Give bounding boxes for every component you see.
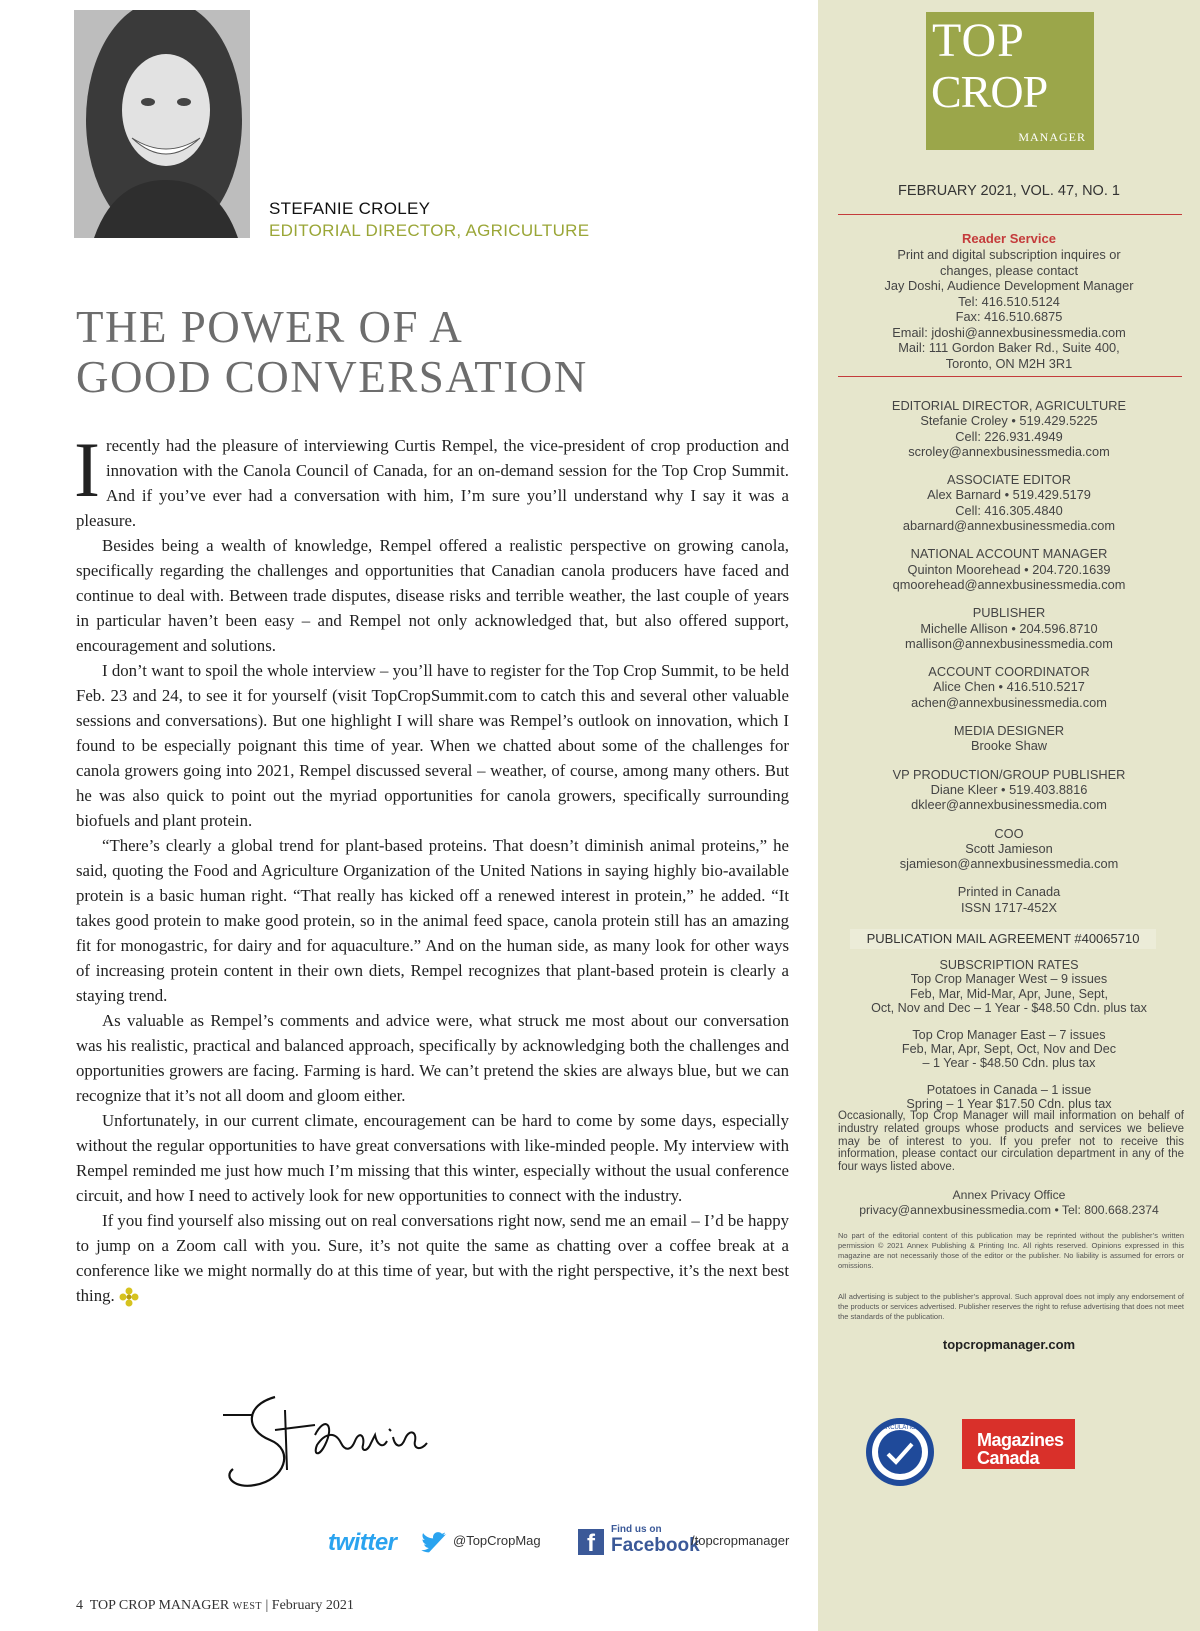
article-paragraph-4: “There’s clearly a global trend for plant-based proteins. That doesn’t diminish animal proteins,” he said, quoting the Food and Agriculture Organization of the United Nations in saying highly bio-available protein is a basic human right. “That really has kicked off a renewed interest in protein,” he added. “It takes good protein to make good protein, so in the animal feed space, canola protein still has an amazing fit for monogastric, for dairy and for aquaculture.” And on the human side, as many look for other ways of increasing protein content in their own diets, Rempel recognizes that plant-based protein is clearly a staying trend. xyxy=(76,836,789,1005)
top-crop-manager-logo xyxy=(926,12,1094,150)
contact-line: VP PRODUCTION/GROUP PUBLISHER xyxy=(892,766,1126,782)
twitter-handle[interactable]: @TopCropMag xyxy=(453,1533,541,1548)
reader-line: Print and digital subscription inquires or xyxy=(897,247,1121,262)
paragraph-1-text: recently had the pleasure of interviewing Curtis Rempel, the vice-president of crop production and innovation with the Canola Council of Canada, for an on-demand session for the Top Crop Summit. And if you’ve ever had a conversation with him, I’m sure you’ll understand why I say it was a pleasure. xyxy=(76,436,789,530)
author-title: EDITORIAL DIRECTOR, AGRICULTURE xyxy=(269,221,590,240)
contact-line: abarnard@annexbusinessmedia.com xyxy=(902,518,1116,534)
facebook-find-us-label: Find us on xyxy=(611,1524,662,1535)
page-footer xyxy=(76,1598,354,1614)
footer-magazine-name: TOP CROP MANAGER xyxy=(89,1598,230,1613)
contact-block xyxy=(818,767,1200,813)
contact-block xyxy=(818,884,1200,915)
headline-line-1: THE POWER OF A xyxy=(76,302,464,352)
contact-block xyxy=(818,398,1200,459)
reader-service-body xyxy=(818,247,1200,371)
contact-line: Printed in Canada xyxy=(957,884,1061,900)
reader-line: changes, please contact xyxy=(939,262,1079,278)
logo-crop: CROP xyxy=(931,66,1048,117)
reader-line: Toronto, ON M2H 3R1 xyxy=(945,355,1073,371)
staff-contacts xyxy=(818,398,1200,928)
contact-line: ACCOUNT COORDINATOR xyxy=(928,664,1090,680)
contact-line: Brooke Shaw xyxy=(970,738,1048,754)
reader-line: Jay Doshi, Audience Development Manager xyxy=(884,278,1134,293)
contact-line: Alice Chen • 416.510.5217 xyxy=(933,679,1085,695)
author-photo xyxy=(74,10,250,238)
author-signature xyxy=(215,1385,435,1495)
subscription-line: Top Crop Manager East – 7 issues xyxy=(912,1027,1106,1042)
subscription-block xyxy=(818,958,1200,1016)
logo-top: TOP xyxy=(932,14,1025,67)
footer-edition: WEST xyxy=(232,1601,262,1612)
contact-line: scroley@annexbusinessmedia.com xyxy=(908,443,1110,459)
badge-text: CIRCULATION xyxy=(879,1425,921,1431)
website-link[interactable]: topcropmanager.com xyxy=(942,1337,1076,1352)
contact-line: Cell: 416.305.4840 xyxy=(955,502,1063,518)
subscription-line: Feb, Mar, Mid-Mar, Apr, June, Sept, xyxy=(909,986,1109,1001)
contact-block xyxy=(818,826,1200,872)
contact-block xyxy=(818,546,1200,592)
advertising-notice: All advertising is subject to the publisher’s approval. Such approval does not imply any endorsement of the products or services advertised. Publisher reserves the right to refuse advertising that does not meet the standards of the publication. xyxy=(838,1292,1184,1321)
facebook-icon[interactable]: f xyxy=(578,1529,604,1555)
page-number: 4 xyxy=(76,1598,83,1613)
article-paragraph-5: As valuable as Rempel’s comments and advice were, what struck me most about our conversation was his realistic, practical and balanced approach, specifically by acknowledging both the challenges and opportunities growers are facing. Farming is hard. We can’t pretend the skies are always blue, but we can recognize that it’s not all doom and gloom either. xyxy=(76,1011,789,1105)
article-paragraph-6: Unfortunately, in our current climate, encouragement can be hard to come by some days, especially without the regular opportunities to have great conversations with like-minded people. My interview with Rempel reminded me just how much I’m missing that this winter, especially without the usual conference circuit, and how I need to actively look for new opportunities to connect with the industry. xyxy=(76,1111,789,1205)
contact-block xyxy=(818,723,1200,754)
article-paragraph-2: Besides being a wealth of knowledge, Rempel offered a realistic perspective on growing canola, specifically regarding the challenges and opportunities that Canadian canola producers have faced and continue to deal with. Between trade disputes, disease risks and terrible weather, the last couple of years in particular haven’t been easy – and Rempel not only acknowledged that, but also offered support, encouragement and solutions. xyxy=(76,536,789,655)
divider xyxy=(838,376,1182,377)
subscription-line: Oct, Nov and Dec – 1 Year - $48.50 Cdn. plus tax xyxy=(871,1001,1147,1016)
masthead-sidebar xyxy=(818,0,1200,1631)
privacy-office xyxy=(818,1188,1200,1217)
contact-line: sjamieson@annexbusinessmedia.com xyxy=(899,856,1119,872)
contact-line: Michelle Allison • 204.596.8710 xyxy=(920,620,1098,636)
contact-line: mallison@annexbusinessmedia.com xyxy=(905,635,1113,651)
contact-line: COO xyxy=(994,825,1024,841)
contact-line: qmoorehead@annexbusinessmedia.com xyxy=(892,576,1126,592)
contact-block xyxy=(818,664,1200,710)
logo-manager: MANAGER xyxy=(1018,130,1086,144)
reader-line: Email: jdoshi@annexbusinessmedia.com xyxy=(892,324,1126,340)
contact-block xyxy=(818,605,1200,651)
contact-line: NATIONAL ACCOUNT MANAGER xyxy=(910,546,1108,562)
magazines-canada-line: Magazines xyxy=(977,1430,1064,1450)
contact-line: dkleer@annexbusinessmedia.com xyxy=(911,797,1107,813)
article-body xyxy=(74,426,789,1308)
twitter-wordmark[interactable]: twitter xyxy=(328,1529,397,1556)
twitter-bird-icon[interactable] xyxy=(421,1532,447,1554)
reader-line: Fax: 416.510.6875 xyxy=(955,309,1063,324)
magazines-canada-logo xyxy=(962,1419,1075,1469)
magazines-canada-line: Canada xyxy=(977,1448,1040,1468)
author-portrait-image xyxy=(74,10,250,238)
paragraph-7-text: If you find yourself also missing out on real conversations right now, send me an email – I’d be happy to jump on a Zoom call with you. Sure, it’s not quite the same as chatting over a coffee break at a conference like we might normally do at this time of year, but with the right perspective, it’s the next best thing. xyxy=(76,1211,789,1305)
reader-service-title: Reader Service xyxy=(962,231,1056,246)
contact-line: Stefanie Croley • 519.429.5225 xyxy=(920,413,1098,429)
subscription-block xyxy=(818,1083,1200,1112)
contact-line: Scott Jamieson xyxy=(965,840,1053,856)
circulation-audit-badge xyxy=(864,1416,936,1488)
subscription-line: SUBSCRIPTION RATES xyxy=(939,958,1079,972)
contact-block xyxy=(818,472,1200,533)
reader-line: Mail: 111 Gordon Baker Rd., Suite 400, xyxy=(898,340,1120,355)
headline-line-2: GOOD CONVERSATION xyxy=(76,352,588,402)
subscription-line: Spring – 1 Year $17.50 Cdn. plus tax xyxy=(906,1097,1112,1112)
article-headline xyxy=(76,302,756,402)
subscription-line: – 1 Year - $48.50 Cdn. plus tax xyxy=(922,1056,1096,1071)
contact-line: Alex Barnard • 519.429.5179 xyxy=(927,487,1091,503)
drop-cap: I xyxy=(74,426,100,513)
reader-line: Tel: 416.510.5124 xyxy=(958,293,1060,309)
copyright-notice: No part of the editorial content of this publication may be reprinted without the publisher’s written permission © 2021 Annex Publishing & Printing Inc. All rights reserved. Opinions expressed in this magazine are not necessarily those of the editor or the publisher. No liability is assumed for errors or omissions. xyxy=(838,1231,1184,1270)
subscription-line: Top Crop Manager West – 9 issues xyxy=(910,972,1108,987)
facebook-wordmark[interactable]: Facebook xyxy=(611,1535,700,1556)
author-name: STEFANIE CROLEY xyxy=(269,199,431,218)
contact-line: Cell: 226.931.4949 xyxy=(955,428,1063,444)
article-paragraph-3: I don’t want to spoil the whole interview – you’ll have to register for the Top Crop Summit, to be held Feb. 23 and 24, to see it for yourself (visit TopCropSummit.com to catch this and several other valuable sessions and conversations). But one highlight I will share was Rempel’s outlook on innovation, which I found to be especially poignant this time of year. When we chatted about some of the challenges for canola growers going into 2021, Rempel discussed several – weather, of course, among many others. But he was also quick to point out the myriad opportunities for canola growers, specifically surrounding biofuels and plant protein. xyxy=(76,661,789,830)
privacy-line: Annex Privacy Office xyxy=(952,1188,1066,1202)
contact-line: PUBLISHER xyxy=(972,605,1046,621)
contact-line: ASSOCIATE EDITOR xyxy=(947,472,1071,488)
mailing-notice: Occasionally, Top Crop Manager will mail information on behalf of industry related groups whose products and services we believe may be of interest to you. If you prefer not to receive this information, please contact our circulation department in any of the four ways listed above. xyxy=(838,1110,1184,1174)
subscription-rates xyxy=(818,958,1200,1124)
contact-line: ISSN 1717-452X xyxy=(960,899,1058,915)
privacy-line: privacy@annexbusinessmedia.com • Tel: 800.668.2374 xyxy=(859,1202,1159,1217)
contact-line: Diane Kleer • 519.403.8816 xyxy=(930,781,1088,797)
contact-line: EDITORIAL DIRECTOR, AGRICULTURE xyxy=(891,398,1127,413)
article-paragraph-7 xyxy=(76,1208,789,1308)
issue-info: FEBRUARY 2021, VOL. 47, NO. 1 xyxy=(898,183,1120,199)
publication-mail-agreement: PUBLICATION MAIL AGREEMENT #40065710 xyxy=(850,929,1156,949)
article-paragraph-1 xyxy=(74,426,789,533)
contact-line: achen@annexbusinessmedia.com xyxy=(911,694,1107,710)
subscription-line: Feb, Mar, Apr, Sept, Oct, Nov and Dec xyxy=(901,1042,1117,1057)
canola-flower-icon xyxy=(119,1287,139,1307)
facebook-handle[interactable]: /topcropmanager xyxy=(691,1533,790,1548)
contact-line: Quinton Moorehead • 204.720.1639 xyxy=(907,561,1111,577)
subscription-line: Potatoes in Canada – 1 issue xyxy=(926,1082,1092,1097)
divider xyxy=(838,214,1182,215)
footer-date: | February 2021 xyxy=(265,1598,354,1613)
contact-line: MEDIA DESIGNER xyxy=(953,723,1065,739)
subscription-block xyxy=(818,1028,1200,1071)
